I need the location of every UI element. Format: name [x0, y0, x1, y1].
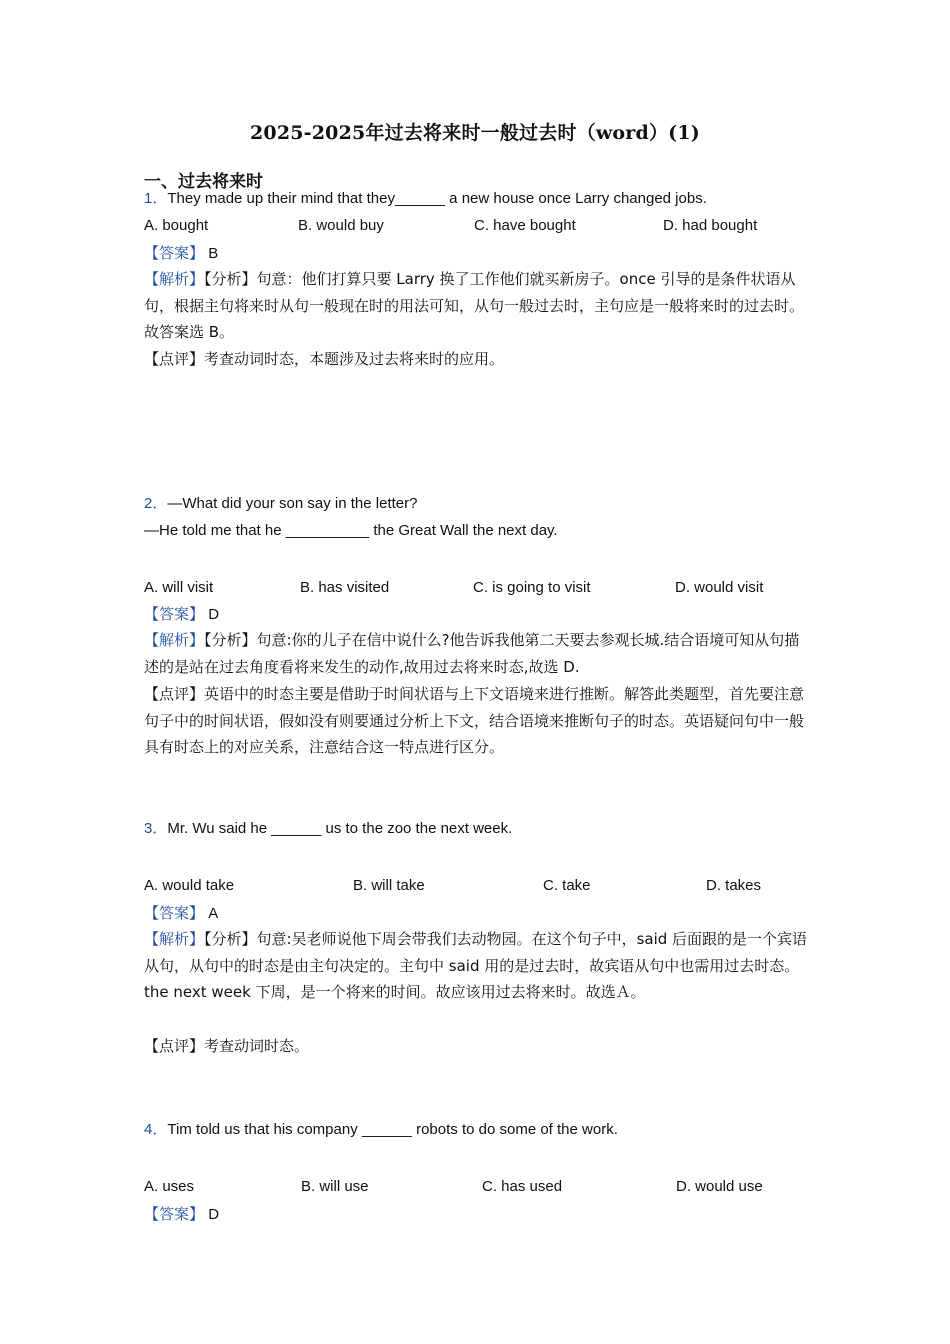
- comment: 【点评】考查动词时态。: [144, 1037, 310, 1055]
- analysis-text: 【分析】句意:你的儿子在信中说什么?他告诉我他第二天要去参观长城.结合语境可知从句描述的是站在过去角度看将来发生的动作,故用过去将来时态,故选 D.: [144, 631, 800, 676]
- option-d: D. had bought: [663, 217, 758, 234]
- answer-tag: 【答案】: [144, 904, 205, 922]
- question-line-1: —What did your son say in the letter?: [167, 495, 418, 512]
- option-c: C. take: [543, 877, 591, 894]
- option-b: B. has visited: [300, 579, 390, 596]
- option-d: D. takes: [706, 877, 762, 894]
- option-d: D. would visit: [675, 579, 764, 596]
- option-a: A. uses: [144, 1178, 195, 1195]
- answer-row: [144, 903, 809, 924]
- option-a: A. will visit: [144, 579, 214, 596]
- option-a: A. would take: [144, 877, 235, 894]
- option-a: A. bought: [144, 217, 209, 234]
- answer-tag: 【答案】: [144, 1205, 205, 1223]
- analysis: [144, 926, 809, 1006]
- answer-value: D: [208, 1206, 220, 1223]
- answer-row: [144, 243, 809, 264]
- option-c: C. is going to visit: [473, 579, 591, 596]
- question-number: 4．: [144, 1121, 168, 1138]
- answer-tag: 【答案】: [144, 605, 205, 623]
- comment: 【点评】考查动词时态，本题涉及过去将来时的应用。: [144, 350, 505, 368]
- question-text: Tim told us that his company ______ robots to do some of the work.: [167, 1121, 618, 1138]
- analysis: [144, 266, 809, 346]
- answer-row: [144, 604, 809, 625]
- question-text: They made up their mind that they______ a new house once Larry changed jobs.: [167, 190, 707, 207]
- option-b: B. will take: [353, 877, 425, 894]
- question-number: 3．: [144, 820, 168, 837]
- analysis: [144, 627, 809, 680]
- option-c: C. have bought: [474, 217, 576, 234]
- option-d: D. would use: [676, 1178, 763, 1195]
- comment: 【点评】英语中的时态主要是借助于时间状语与上下文语境来进行推断。解答此类题型，首先要注意句子中的时间状语，假如没有则要通过分析上下文，结合语境来推断句子的时态。英语疑问句中一般具有时态上的对应关系，注意结合这一特点进行区分。: [144, 685, 805, 756]
- answer-value: A: [208, 905, 219, 922]
- analysis-tag: 【解析】: [144, 270, 205, 288]
- answer-row: [144, 1204, 809, 1225]
- question-text: Mr. Wu said he ______ us to the zoo the next week.: [167, 820, 513, 837]
- analysis-tag: 【解析】: [144, 930, 205, 948]
- question-number: 1．: [144, 190, 168, 207]
- analysis-text: 【分析】句意：他们打算只要 Larry 换了工作他们就买新房子。once 引导的是条件状语从句，根据主句将来时从句一般现在时的用法可知，从句一般过去时，主句应是一般将来时的过去时。故答案选 B。: [144, 270, 805, 341]
- question-line-2: —He told me that he __________ the Great Wall the next day.: [144, 522, 558, 539]
- option-c: C. has used: [482, 1178, 563, 1195]
- question-1: [144, 189, 809, 209]
- question-4: [144, 1120, 809, 1140]
- question-2: [144, 494, 809, 514]
- answer-tag: 【答案】: [144, 244, 205, 262]
- page-title: 2025-2025年过去将来时一般过去时（word）(1): [250, 122, 700, 144]
- question-3: [144, 819, 809, 839]
- answer-value: D: [208, 606, 220, 623]
- analysis-tag: 【解析】: [144, 631, 205, 649]
- section-heading: 一、过去将来时: [144, 172, 263, 192]
- analysis-text: 【分析】句意:吴老师说他下周会带我们去动物园。在这个句子中，said 后面跟的是一个宾语从句，从句中的时态是由主句决定的。主句中 said 用的是过去时，故宾语从句中也需用过去时态。the next week 下周，是一个将来的时间。故应该用过去将来时。故选Ａ。: [144, 930, 808, 1001]
- answer-value: B: [208, 245, 219, 262]
- option-b: B. will use: [301, 1178, 369, 1195]
- question-number: 2．: [144, 495, 168, 512]
- option-b: B. would buy: [298, 217, 384, 234]
